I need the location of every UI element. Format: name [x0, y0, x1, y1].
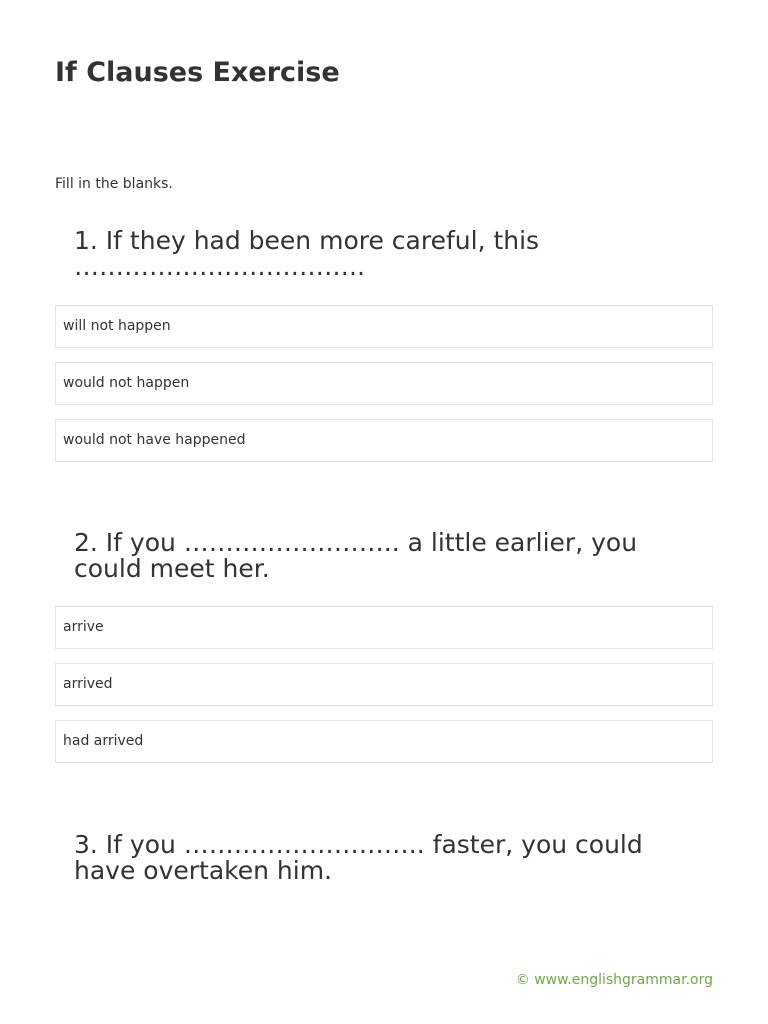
question-text: 1. If they had been more careful, this ……………………………..	[74, 226, 540, 281]
answer-option[interactable]: would not happen	[55, 362, 713, 405]
question-1	[55, 226, 713, 448]
question-3	[55, 832, 713, 884]
question-text: 3. If you ……………………….. faster, you could have overtaken him.	[74, 830, 643, 885]
answer-option[interactable]: will not happen	[55, 305, 713, 348]
answer-option[interactable]: arrive	[55, 606, 713, 649]
question-text: 2. If you …………………….. a little earlier, you could meet her.	[74, 528, 638, 583]
answer-option[interactable]: would not have happened	[55, 419, 713, 462]
question-2	[55, 528, 713, 749]
answer-option[interactable]: had arrived	[55, 720, 713, 763]
footer-credit: © www.englishgrammar.org	[515, 972, 713, 988]
answer-option[interactable]: arrived	[55, 663, 713, 706]
options-list	[55, 305, 713, 476]
page-title: If Clauses Exercise	[55, 57, 340, 88]
options-list	[55, 606, 713, 777]
instructions-text: Fill in the blanks.	[55, 176, 173, 192]
